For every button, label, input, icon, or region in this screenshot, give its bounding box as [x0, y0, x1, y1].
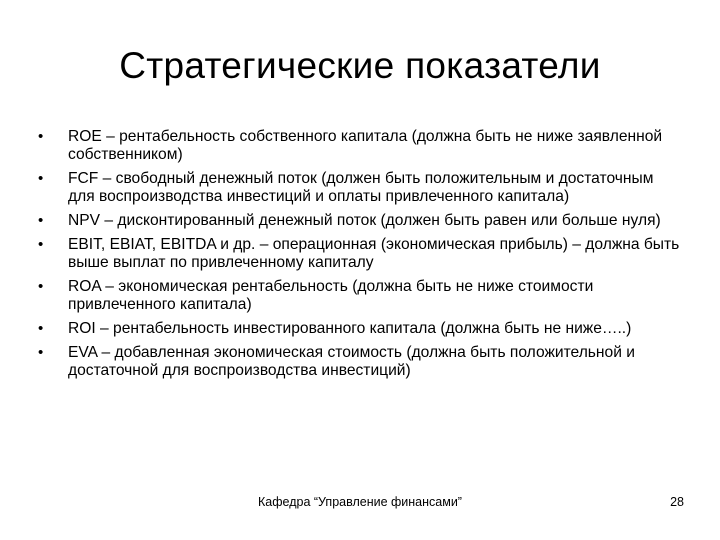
bullet-text-eva: EVA – добавленная экономическая стоимость (должна быть положительной и достаточной для воспроизводства инвестиций) [68, 344, 635, 379]
bullet-dot-icon: • [38, 278, 44, 295]
bullet-item [36, 278, 684, 314]
bullet-dot-icon: • [38, 170, 44, 187]
bullet-list [36, 128, 684, 386]
bullet-text-roe: ROE – рентабельность собственного капитала (должна быть не ниже заявленной собственником) [68, 128, 663, 163]
bullet-item [36, 320, 684, 338]
bullet-item [36, 212, 684, 230]
bullet-dot-icon: • [38, 236, 44, 253]
slide-title: Стратегические показатели [119, 45, 601, 86]
bullet-text-roa: ROA – экономическая рентабельность (должна быть не ниже стоимости привлеченного капитала) [68, 278, 594, 313]
page-number: 28 [670, 495, 684, 509]
bullet-item [36, 170, 684, 206]
bullet-dot-icon: • [38, 344, 44, 361]
bullet-text-roi: ROI – рентабельность инвестированного капитала (должна быть не ниже…..) [68, 320, 632, 337]
bullet-dot-icon: • [38, 128, 44, 145]
bullet-item [36, 344, 684, 380]
bullet-text-fcf: FCF – свободный денежный поток (должен быть положительным и достаточным для воспроизводства инвестиций и оплаты привлеченного капитала) [68, 170, 654, 205]
bullet-item [36, 128, 684, 164]
bullet-text-npv: NPV – дисконтированный денежный поток (должен быть равен или больше нуля) [68, 212, 661, 229]
footer-department: Кафедра “Управление финансами” [258, 495, 462, 509]
bullet-dot-icon: • [38, 320, 44, 337]
bullet-item [36, 236, 684, 272]
bullet-dot-icon: • [38, 212, 44, 229]
bullet-text-ebit: EBIT, EBIAT, EBITDA и др. – операционная (экономическая прибыль) – должна быть выше выплат по привлеченному капиталу [68, 236, 680, 271]
